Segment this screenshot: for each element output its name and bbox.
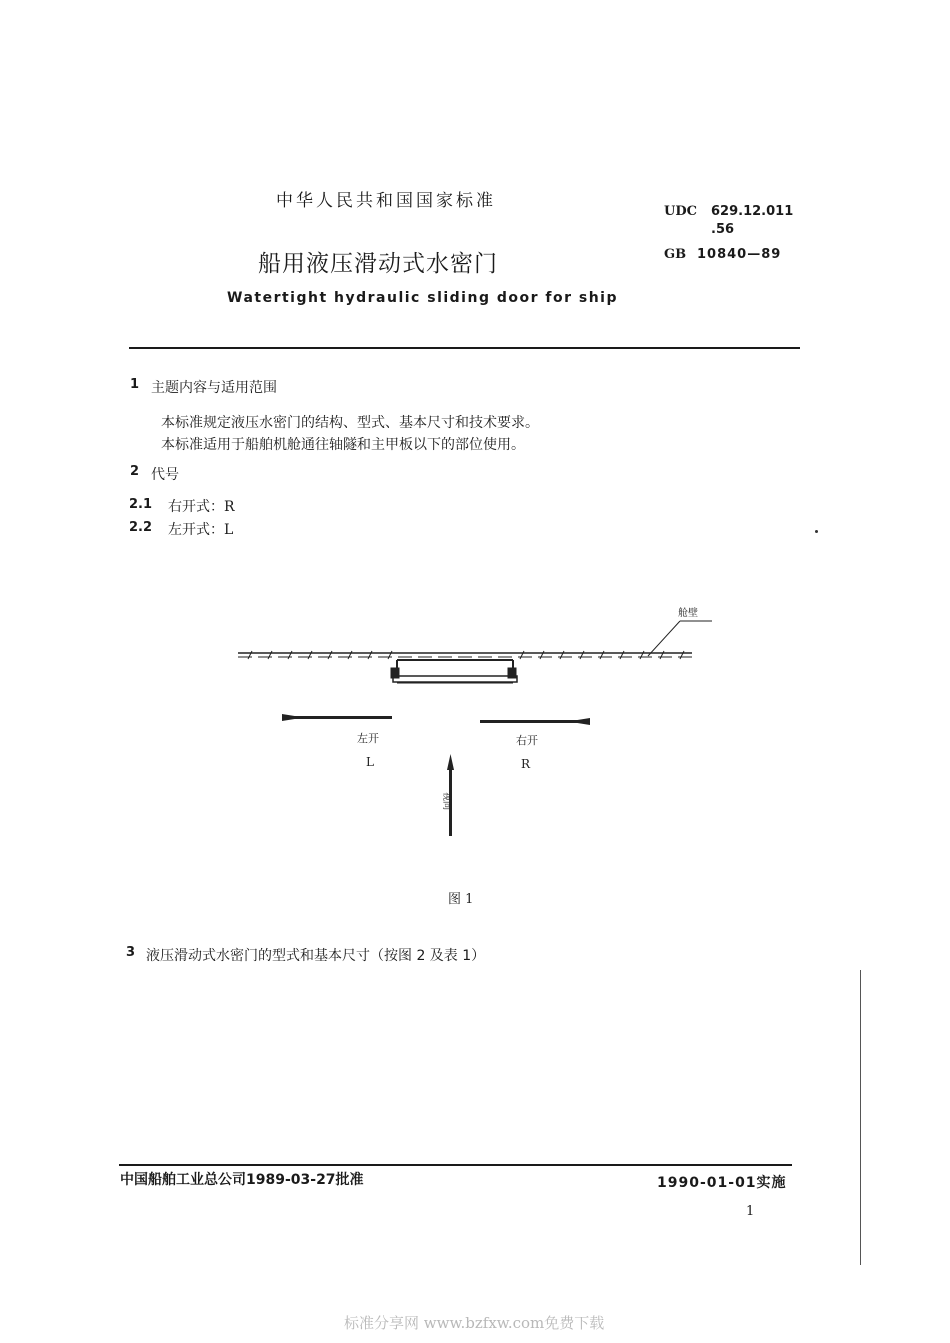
section-3-number: 3 bbox=[126, 945, 136, 960]
document-title-cn: 船用液压滑动式水密门 bbox=[258, 251, 498, 277]
right-open-label: 右开 bbox=[516, 734, 538, 747]
footer-rule bbox=[119, 1164, 792, 1166]
item-2-1-text: 右开式：R bbox=[168, 499, 235, 515]
figure-1-diagram bbox=[0, 590, 950, 920]
bulkhead-label: 舱壁 bbox=[678, 608, 698, 619]
section-2-number: 2 bbox=[130, 464, 140, 479]
document-title-en: Watertight hydraulic sliding door for ship bbox=[227, 290, 618, 306]
udc-label: UDC bbox=[664, 204, 697, 219]
scan-edge-line bbox=[860, 970, 861, 1265]
section-1-paragraph: 本标准适用于船舶机舱通往轴隧和主甲板以下的部位使用。 bbox=[161, 437, 525, 453]
watermark: 标准分享网 www.bzfxw.com免费下载 bbox=[344, 1314, 605, 1332]
section-1-paragraph: 本标准规定液压水密门的结构、型式、基本尺寸和技术要求。 bbox=[161, 415, 539, 431]
gb-label: GB bbox=[664, 247, 687, 262]
section-3-title: 液压滑动式水密门的型式和基本尺寸（按图 2 及表 1） bbox=[146, 948, 486, 964]
view-direction-label: 视向 bbox=[441, 792, 451, 811]
bulkhead-wall bbox=[238, 651, 692, 659]
gb-code: 10840—89 bbox=[697, 247, 782, 262]
left-code: L bbox=[366, 755, 374, 769]
udc-code: 629.12.011 bbox=[711, 204, 794, 219]
page-number: 1 bbox=[746, 1204, 755, 1219]
sliding-door bbox=[391, 660, 517, 683]
item-2-1-number: 2.1 bbox=[129, 497, 153, 512]
standard-org: 中华人民共和国国家标准 bbox=[276, 191, 496, 211]
right-open-arrow bbox=[480, 718, 590, 725]
item-2-2-number: 2.2 bbox=[129, 520, 153, 535]
scan-speck bbox=[815, 530, 818, 533]
section-2-title: 代号 bbox=[151, 467, 179, 483]
section-1-title: 主题内容与适用范围 bbox=[151, 380, 277, 396]
udc-code-continued: .56 bbox=[711, 222, 735, 237]
approval-statement: 中国船舶工业总公司1989-03-27批准 bbox=[120, 1172, 364, 1188]
effective-date: 1990-01-01实施 bbox=[657, 1175, 787, 1191]
left-open-arrow bbox=[282, 714, 392, 721]
section-1-number: 1 bbox=[130, 377, 140, 392]
left-open-label: 左开 bbox=[357, 732, 379, 745]
item-2-2-text: 左开式：L bbox=[168, 522, 234, 538]
figure-caption: 图 1 bbox=[448, 892, 474, 907]
bulkhead-leader bbox=[648, 621, 712, 656]
header-rule bbox=[129, 347, 800, 349]
right-code: R bbox=[521, 757, 531, 771]
